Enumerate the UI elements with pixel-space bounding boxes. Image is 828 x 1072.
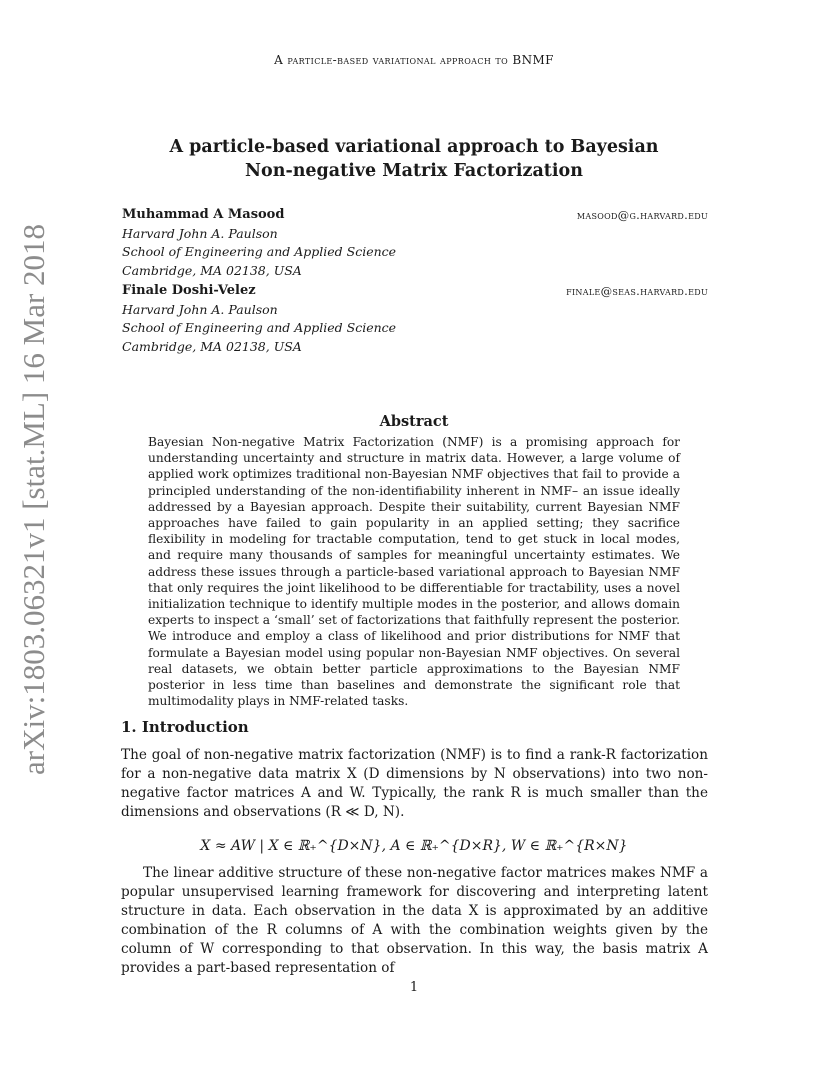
author-affiliation: Harvard John A. Paulson (122, 225, 278, 241)
author-affiliation: Cambridge, MA 02138, USA (122, 262, 302, 278)
author-affiliation: Harvard John A. Paulson (122, 301, 278, 317)
equation: X ≈ AW | X ∈ ℝ₊^{D×N}, A ∈ ℝ₊^{D×R}, W ∈ ℝ₊^{R×N} (200, 838, 628, 854)
author-name: Finale Doshi-Velez (122, 283, 256, 298)
abstract-heading: Abstract (379, 413, 449, 430)
running-header: A particle-based variational approach to BNMF (274, 53, 554, 67)
author-email[interactable]: finale@seas.harvard.edu (566, 284, 708, 298)
paper-title (120, 135, 708, 183)
abstract-body: Bayesian Non-negative Matrix Factorization (NMF) is a promising approach for understanding uncertainty and structure in matrix data. However, a large volume of applied work optimizes traditional non-Bayesian NMF objectives that fail to provide a principled understanding of the non-identifiability inherent in NMF– an issue ideally addressed by a Bayesian approach. Despite their suitability, current Bayesian NMF approaches have failed to gain popularity in an applied setting; they sacrifice flexibility in modeling for tractable computation, tend to get stuck in local modes, and require many thousands of samples for meaningful uncertainty estimates. We address these issues through a particle-based variational approach to Bayesian NMF that only requires the joint likelihood to be differentiable for tractability, uses a novel initialization technique to identify multiple modes in the posterior, and allows domain experts to inspect a ‘small’ set of factorizations that faithfully represent the posterior. We introduce and employ a class of likelihood and prior distributions for NMF that formulate a Bayesian model using popular non-Bayesian NMF objectives. On several real datasets, we obtain better particle approximations to the Bayesian NMF posterior in less time than baselines and demonstrate the significant role that multimodality plays in NMF-related tasks. (148, 435, 680, 709)
title-line-1: A particle-based variational approach to Bayesian (169, 137, 659, 157)
author-affiliation: School of Engineering and Applied Science (122, 244, 397, 259)
author-affiliation: School of Engineering and Applied Science (122, 320, 397, 335)
author-name: Muhammad A Masood (122, 207, 285, 222)
page-number: 1 (409, 980, 419, 995)
section-heading: 1. Introduction (121, 718, 249, 736)
author-block-2 (122, 282, 708, 356)
author-email[interactable]: masood@g.harvard.edu (576, 208, 708, 222)
intro-paragraph-1: The goal of non-negative matrix factorization (NMF) is to find a rank-R factorization for a non-negative data matrix X (D dimensions by N observations) into two non-negative factor matrices A and W. Typically, the rank R is much smaller than the dimensions and observations (R ≪ D, N). (121, 747, 708, 820)
intro-paragraph-2: The linear additive structure of these non-negative factor matrices makes NMF a popular unsupervised learning framework for discovering and interpreting latent structure in data. Each observation in the data X is approximated by an additive combination of the R columns of A with the combination weights given by the column of W corresponding to that observation. In this way, the basis matrix A provides a part-based representation of (121, 865, 708, 976)
arxiv-identifier: arXiv:1803.06321v1 [stat.ML] 16 Mar 2018 (16, 223, 51, 775)
author-affiliation: Cambridge, MA 02138, USA (122, 338, 302, 354)
title-line-2: Non-negative Matrix Factorization (245, 161, 583, 181)
author-block-1 (122, 206, 708, 280)
